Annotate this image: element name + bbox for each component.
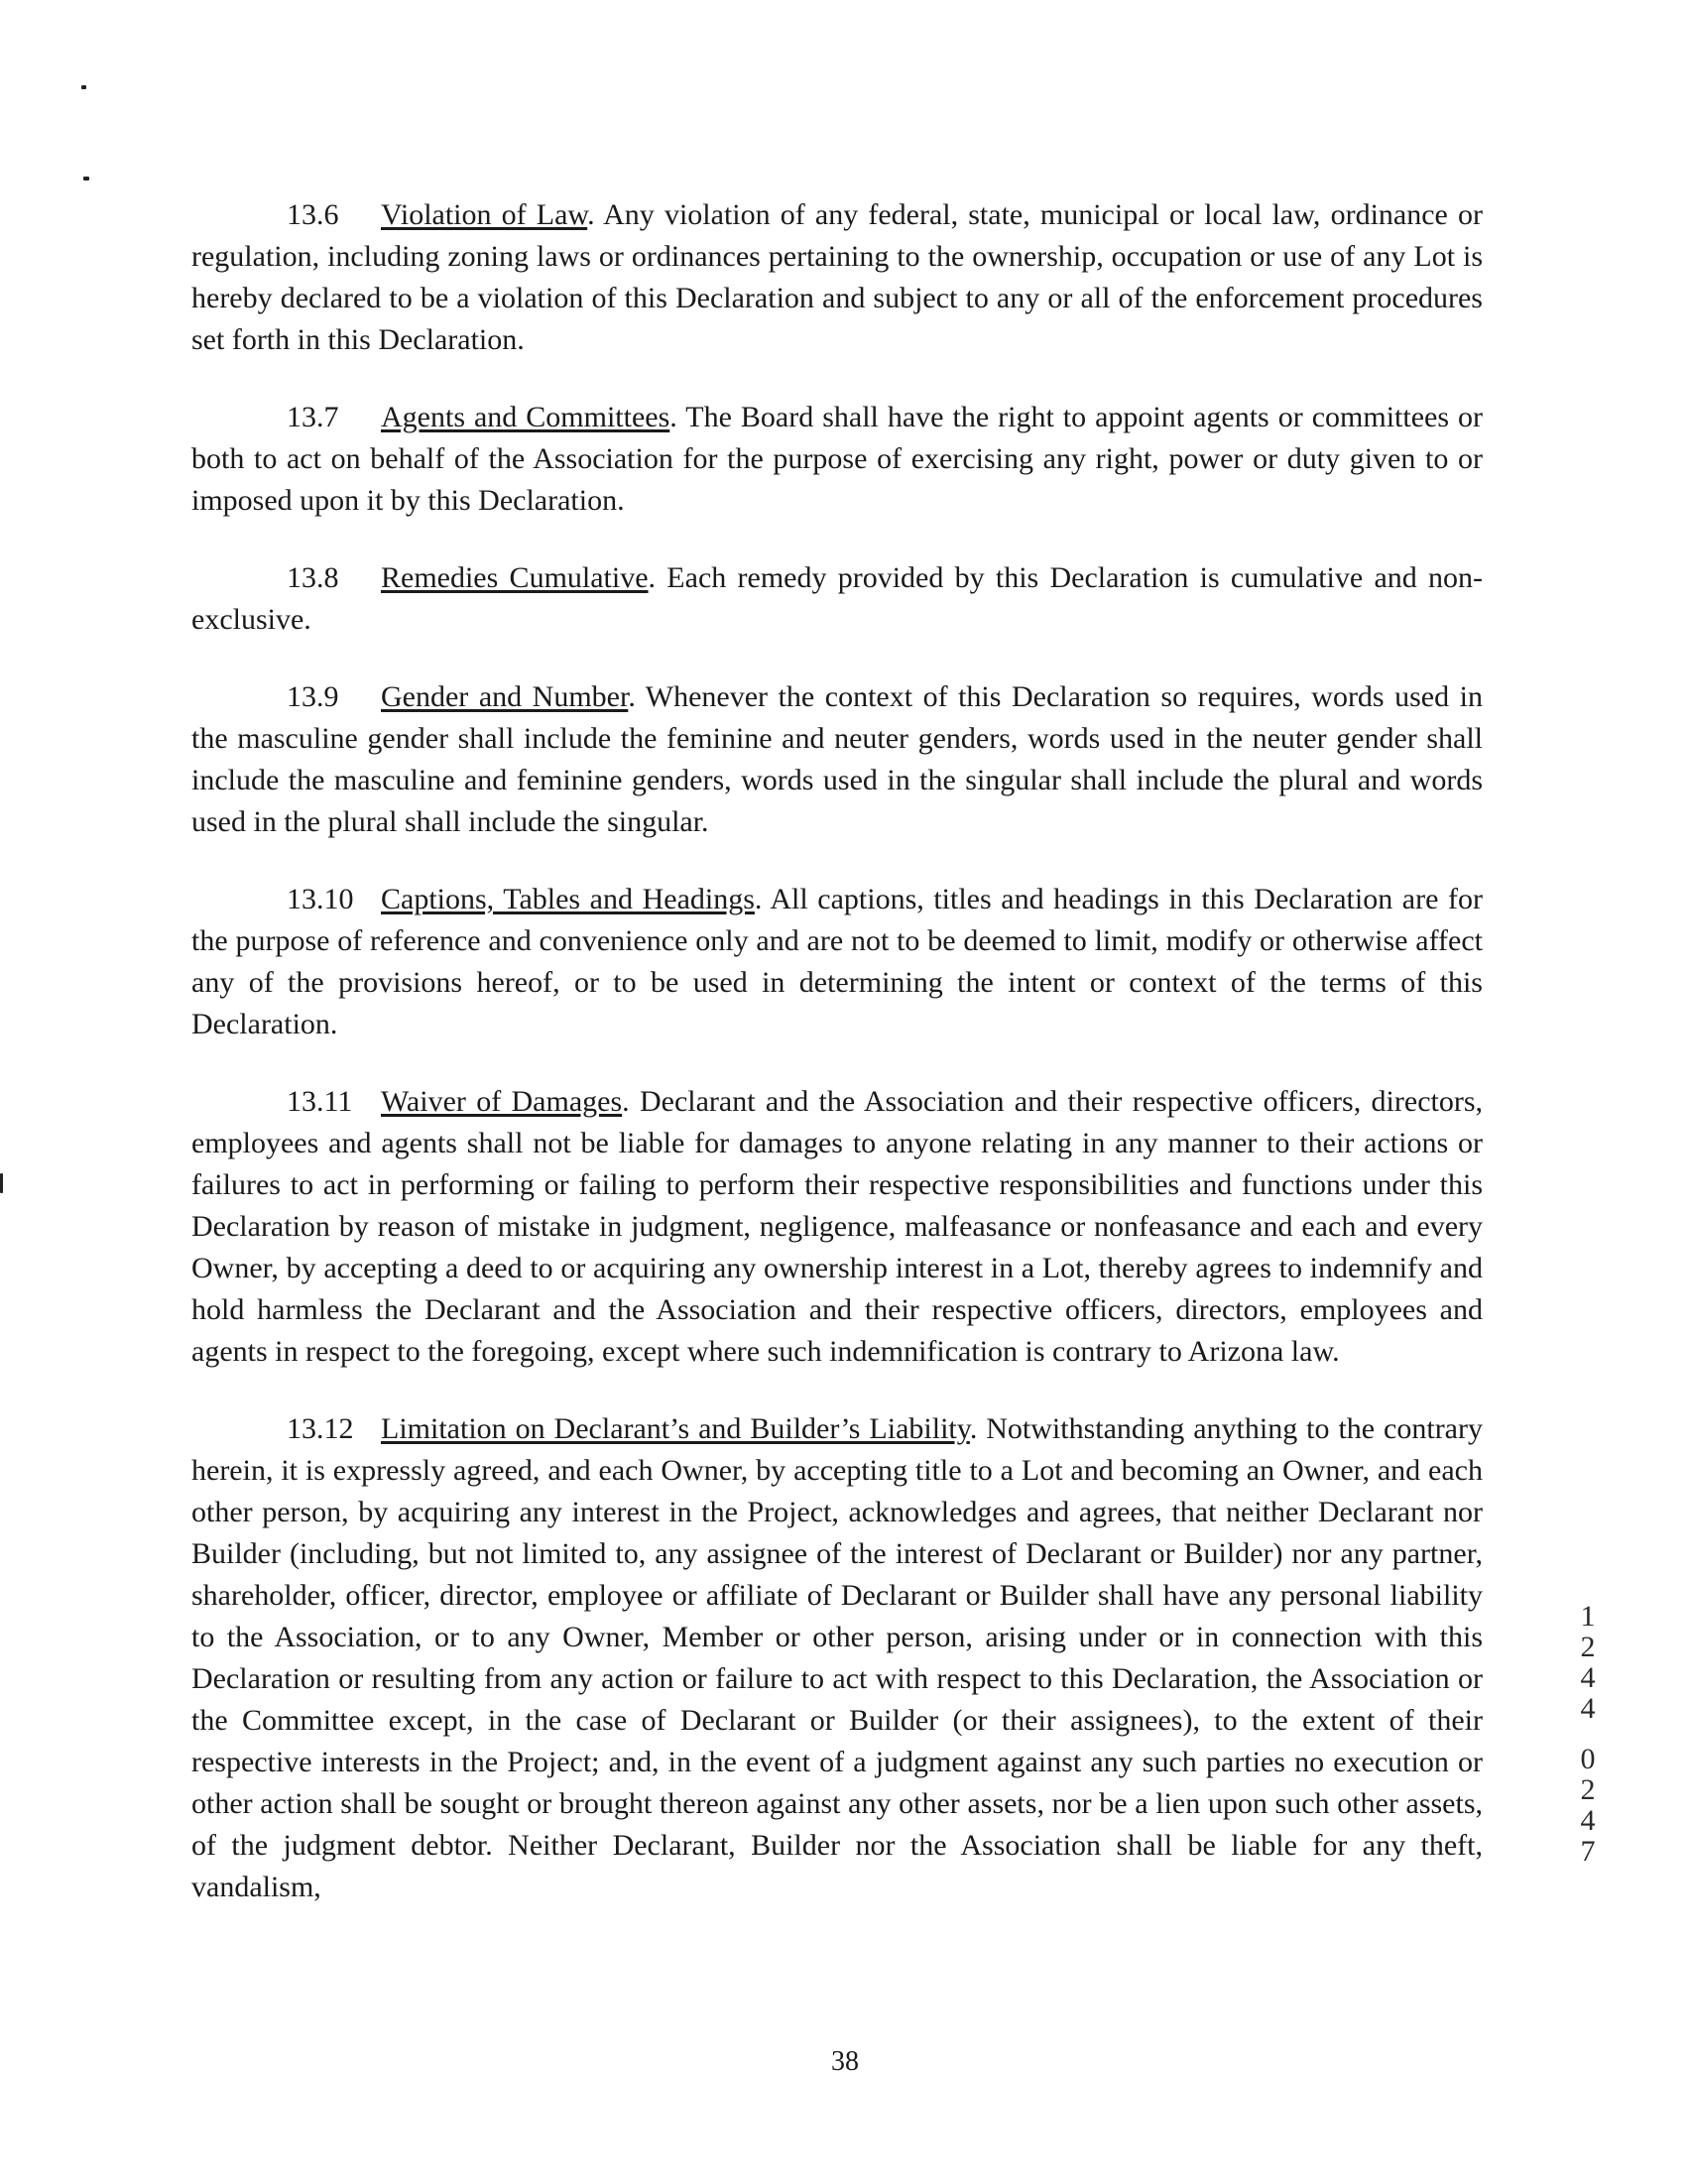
section-13-12 xyxy=(191,1408,1483,1908)
recording-digit: 2 xyxy=(1580,1631,1596,1663)
section-title: Limitation on Declarant’s and Builder’s Liability xyxy=(381,1412,970,1445)
recording-digit: 4 xyxy=(1580,1804,1596,1837)
section-text: . The Board shall have the right to appoint agents or committees or both to act on behalf of the Association for the purpose of exercising any right, power or duty given to or imposed upon it by this Declaration. xyxy=(191,401,1483,517)
document-body xyxy=(191,194,1483,1944)
section-13-7 xyxy=(191,397,1483,522)
recording-digit: 2 xyxy=(1580,1773,1596,1806)
recording-number xyxy=(1573,1601,1603,1867)
section-title: Violation of Law xyxy=(381,198,588,231)
section-13-10 xyxy=(191,879,1483,1045)
scan-speck xyxy=(0,1173,3,1193)
section-text: . Whenever the context of this Declaration so requires, words used in the masculine gender shall include the feminine and neuter genders, words used in the neuter gender shall include the masculine and feminine genders, words used in the singular shall include the plural and words used in the plural shall include the singular. xyxy=(191,680,1483,838)
section-13-9 xyxy=(191,676,1483,843)
section-number: 13.10 xyxy=(287,883,354,915)
section-13-11 xyxy=(191,1081,1483,1373)
section-number: 13.6 xyxy=(287,198,339,231)
section-text: . Notwithstanding anything to the contrary herein, it is expressly agreed, and each Owner, by accepting title to a Lot and becoming an Owner, and each other person, by acquiring any interest in the Project, acknowledges and agrees, that neither Declarant nor Builder (including, but not limited to, any assignee of the interest of Declarant or Builder) nor any partner, shareholder, officer, director, employee or affiliate of Declarant or Builder shall have any personal liability to the Association, or to any Owner, Member or other person, arising under or in connection with this Declaration or resulting from any action or failure to act with respect to this Declaration, the Association or the Committee except, in the case of Declarant or Builder (or their assignees), to the extent of their respective interests in the Project; and, in the event of a judgment against any such parties no execution or other action shall be sought or brought thereon against any other assets, nor be a lien upon such other assets, of the judgment debtor. Neither Declarant, Builder nor the Association shall be liable for any theft, vandalism, xyxy=(191,1412,1483,1903)
recording-digit: 0 xyxy=(1580,1743,1596,1775)
section-text: . Each remedy provided by this Declaration is cumulative and non-exclusive. xyxy=(191,561,1484,636)
section-number: 13.8 xyxy=(287,561,339,594)
section-number: 13.9 xyxy=(287,680,339,713)
section-text: . Any violation of any federal, state, municipal or local law, ordinance or regulation, including zoning laws or ordinances pertaining to the ownership, occupation or use of any Lot is hereby declared to be a violation of this Declaration and subject to any or all of the enforcement procedures set forth in this Declaration. xyxy=(191,198,1483,356)
section-13-6 xyxy=(191,194,1483,361)
section-text: . Declarant and the Association and their respective officers, directors, employees and agents shall not be liable for damages to anyone relating in any manner to their actions or failures to act in performing or failing to perform their respective responsibilities and functions under this Declaration by reason of mistake in judgment, negligence, malfeasance or nonfeasance and each and every Owner, by accepting a deed to or acquiring any ownership interest in a Lot, thereby agrees to indemnify and hold harmless the Declarant and the Association and their respective officers, directors, employees and agents in respect to the foregoing, except where such indemnification is contrary to Arizona law. xyxy=(191,1085,1484,1368)
section-text: . All captions, titles and headings in this Declaration are for the purpose of reference and convenience only and are not to be deemed to limit, modify or otherwise affect any of the provisions hereof, or to be used in determining the intent or context of the terms of this Declaration. xyxy=(191,883,1483,1040)
page-number: 38 xyxy=(831,2046,859,2077)
section-13-8 xyxy=(191,557,1483,641)
section-title: Captions, Tables and Headings xyxy=(381,883,755,915)
section-number: 13.7 xyxy=(287,401,339,433)
recording-digit: 1 xyxy=(1580,1600,1596,1633)
section-title: Agents and Committees xyxy=(381,401,670,433)
recording-digit: 4 xyxy=(1580,1692,1596,1725)
section-number: 13.11 xyxy=(287,1085,353,1118)
section-title: Gender and Number xyxy=(381,680,629,713)
section-number: 13.12 xyxy=(287,1412,354,1445)
section-title: Remedies Cumulative xyxy=(381,561,649,594)
recording-digit: 7 xyxy=(1580,1835,1596,1868)
recording-digit: 4 xyxy=(1580,1661,1596,1694)
scan-speck xyxy=(81,85,86,89)
section-title: Waiver of Damages xyxy=(381,1085,623,1118)
scan-speck xyxy=(83,177,89,181)
